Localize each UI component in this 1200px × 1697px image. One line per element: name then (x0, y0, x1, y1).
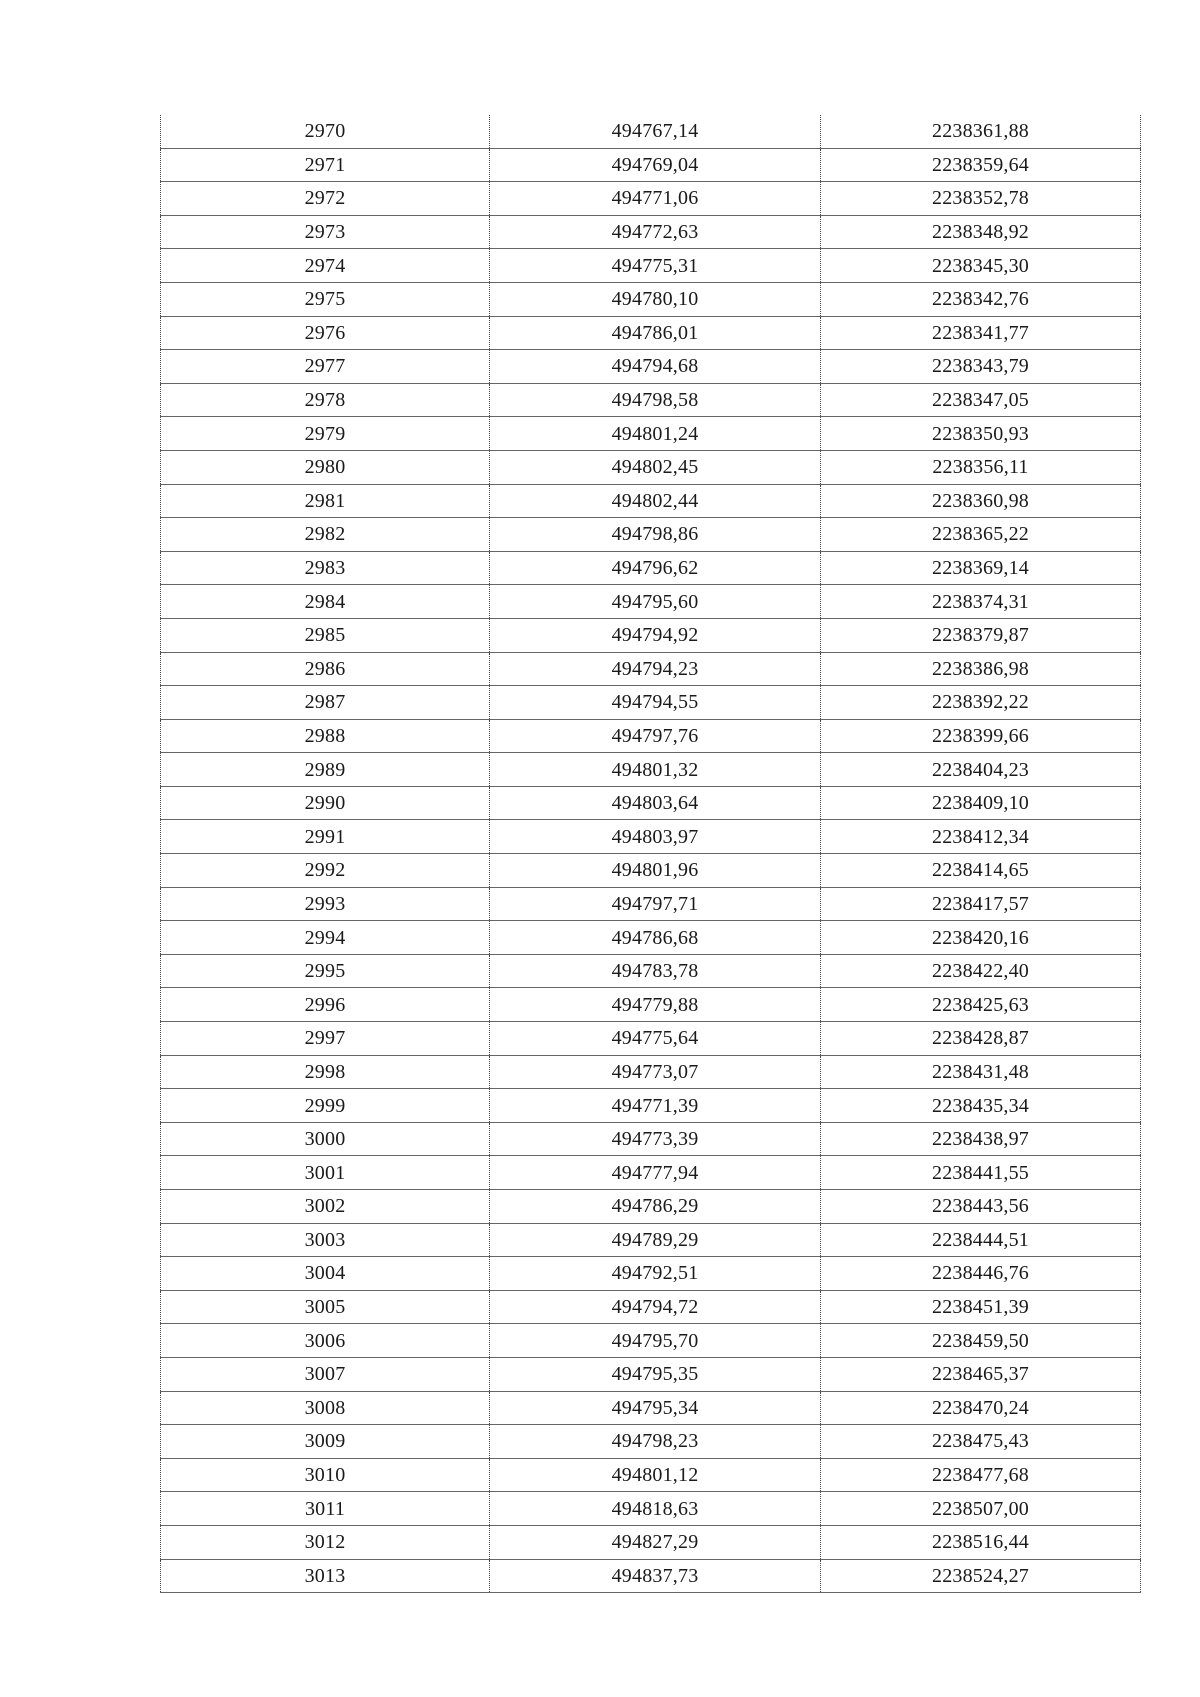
table-row (161, 1492, 1141, 1526)
coordinates-table (160, 115, 1141, 1593)
point-number-cell: 2971 (161, 148, 490, 182)
table-row (161, 350, 1141, 384)
y-coordinate-cell: 2238341,77 (821, 316, 1141, 350)
table-row (161, 1257, 1141, 1291)
point-number-cell: 2993 (161, 887, 490, 921)
y-coordinate-cell: 2238386,98 (821, 652, 1141, 686)
y-coordinate-cell: 2238516,44 (821, 1525, 1141, 1559)
x-coordinate-cell: 494795,35 (490, 1357, 821, 1391)
y-coordinate-cell: 2238409,10 (821, 786, 1141, 820)
table-row (161, 1156, 1141, 1190)
point-number-cell: 2984 (161, 585, 490, 619)
x-coordinate-cell: 494772,63 (490, 215, 821, 249)
y-coordinate-cell: 2238343,79 (821, 350, 1141, 384)
table-row (161, 215, 1141, 249)
y-coordinate-cell: 2238345,30 (821, 249, 1141, 283)
point-number-cell: 2986 (161, 652, 490, 686)
x-coordinate-cell: 494771,06 (490, 182, 821, 216)
y-coordinate-cell: 2238428,87 (821, 1022, 1141, 1056)
x-coordinate-cell: 494802,44 (490, 484, 821, 518)
x-coordinate-cell: 494779,88 (490, 988, 821, 1022)
table-row (161, 921, 1141, 955)
table-row (161, 753, 1141, 787)
y-coordinate-cell: 2238414,65 (821, 854, 1141, 888)
table-row (161, 1223, 1141, 1257)
y-coordinate-cell: 2238441,55 (821, 1156, 1141, 1190)
x-coordinate-cell: 494794,72 (490, 1290, 821, 1324)
y-coordinate-cell: 2238350,93 (821, 417, 1141, 451)
x-coordinate-cell: 494794,55 (490, 686, 821, 720)
table-row (161, 1089, 1141, 1123)
y-coordinate-cell: 2238374,31 (821, 585, 1141, 619)
x-coordinate-cell: 494771,39 (490, 1089, 821, 1123)
table-row (161, 282, 1141, 316)
point-number-cell: 2992 (161, 854, 490, 888)
table-row (161, 115, 1141, 148)
table-row (161, 954, 1141, 988)
x-coordinate-cell: 494801,12 (490, 1458, 821, 1492)
table-row (161, 1290, 1141, 1324)
table-row (161, 1022, 1141, 1056)
table-row (161, 383, 1141, 417)
table-row (161, 450, 1141, 484)
point-number-cell: 2990 (161, 786, 490, 820)
x-coordinate-cell: 494801,24 (490, 417, 821, 451)
x-coordinate-cell: 494775,31 (490, 249, 821, 283)
x-coordinate-cell: 494794,68 (490, 350, 821, 384)
y-coordinate-cell: 2238444,51 (821, 1223, 1141, 1257)
point-number-cell: 2978 (161, 383, 490, 417)
point-number-cell: 2973 (161, 215, 490, 249)
y-coordinate-cell: 2238475,43 (821, 1425, 1141, 1459)
point-number-cell: 2996 (161, 988, 490, 1022)
x-coordinate-cell: 494773,07 (490, 1055, 821, 1089)
y-coordinate-cell: 2238524,27 (821, 1559, 1141, 1593)
point-number-cell: 3011 (161, 1492, 490, 1526)
point-number-cell: 3007 (161, 1357, 490, 1391)
point-number-cell: 2970 (161, 115, 490, 148)
x-coordinate-cell: 494769,04 (490, 148, 821, 182)
x-coordinate-cell: 494803,64 (490, 786, 821, 820)
table-row (161, 249, 1141, 283)
x-coordinate-cell: 494818,63 (490, 1492, 821, 1526)
point-number-cell: 2988 (161, 719, 490, 753)
coordinates-table-body (161, 115, 1141, 1593)
point-number-cell: 3012 (161, 1525, 490, 1559)
point-number-cell: 2980 (161, 450, 490, 484)
table-row (161, 316, 1141, 350)
x-coordinate-cell: 494797,76 (490, 719, 821, 753)
y-coordinate-cell: 2238451,39 (821, 1290, 1141, 1324)
x-coordinate-cell: 494795,34 (490, 1391, 821, 1425)
x-coordinate-cell: 494786,68 (490, 921, 821, 955)
table-row (161, 719, 1141, 753)
table-row (161, 1458, 1141, 1492)
table-row (161, 1122, 1141, 1156)
point-number-cell: 3013 (161, 1559, 490, 1593)
x-coordinate-cell: 494794,92 (490, 618, 821, 652)
y-coordinate-cell: 2238431,48 (821, 1055, 1141, 1089)
y-coordinate-cell: 2238459,50 (821, 1324, 1141, 1358)
table-row (161, 1525, 1141, 1559)
point-number-cell: 2974 (161, 249, 490, 283)
point-number-cell: 2976 (161, 316, 490, 350)
y-coordinate-cell: 2238348,92 (821, 215, 1141, 249)
y-coordinate-cell: 2238470,24 (821, 1391, 1141, 1425)
y-coordinate-cell: 2238347,05 (821, 383, 1141, 417)
table-row (161, 820, 1141, 854)
x-coordinate-cell: 494773,39 (490, 1122, 821, 1156)
y-coordinate-cell: 2238399,66 (821, 719, 1141, 753)
point-number-cell: 3009 (161, 1425, 490, 1459)
x-coordinate-cell: 494786,29 (490, 1190, 821, 1224)
table-row (161, 148, 1141, 182)
table-row (161, 786, 1141, 820)
x-coordinate-cell: 494798,58 (490, 383, 821, 417)
point-number-cell: 2995 (161, 954, 490, 988)
y-coordinate-cell: 2238417,57 (821, 887, 1141, 921)
table-row (161, 585, 1141, 619)
point-number-cell: 3006 (161, 1324, 490, 1358)
y-coordinate-cell: 2238342,76 (821, 282, 1141, 316)
point-number-cell: 3001 (161, 1156, 490, 1190)
y-coordinate-cell: 2238420,16 (821, 921, 1141, 955)
point-number-cell: 3000 (161, 1122, 490, 1156)
table-row (161, 988, 1141, 1022)
point-number-cell: 2991 (161, 820, 490, 854)
table-row (161, 1425, 1141, 1459)
point-number-cell: 3010 (161, 1458, 490, 1492)
table-row (161, 652, 1141, 686)
y-coordinate-cell: 2238379,87 (821, 618, 1141, 652)
x-coordinate-cell: 494767,14 (490, 115, 821, 148)
y-coordinate-cell: 2238361,88 (821, 115, 1141, 148)
x-coordinate-cell: 494783,78 (490, 954, 821, 988)
y-coordinate-cell: 2238443,56 (821, 1190, 1141, 1224)
point-number-cell: 2979 (161, 417, 490, 451)
point-number-cell: 3004 (161, 1257, 490, 1291)
table-row (161, 551, 1141, 585)
x-coordinate-cell: 494795,60 (490, 585, 821, 619)
point-number-cell: 2985 (161, 618, 490, 652)
point-number-cell: 2989 (161, 753, 490, 787)
point-number-cell: 2982 (161, 518, 490, 552)
table-row (161, 887, 1141, 921)
x-coordinate-cell: 494792,51 (490, 1257, 821, 1291)
point-number-cell: 2975 (161, 282, 490, 316)
y-coordinate-cell: 2238359,64 (821, 148, 1141, 182)
y-coordinate-cell: 2238392,22 (821, 686, 1141, 720)
point-number-cell: 3002 (161, 1190, 490, 1224)
point-number-cell: 2999 (161, 1089, 490, 1123)
x-coordinate-cell: 494798,86 (490, 518, 821, 552)
y-coordinate-cell: 2238356,11 (821, 450, 1141, 484)
table-row (161, 1055, 1141, 1089)
y-coordinate-cell: 2238369,14 (821, 551, 1141, 585)
point-number-cell: 2987 (161, 686, 490, 720)
x-coordinate-cell: 494801,32 (490, 753, 821, 787)
x-coordinate-cell: 494794,23 (490, 652, 821, 686)
x-coordinate-cell: 494780,10 (490, 282, 821, 316)
table-row (161, 686, 1141, 720)
y-coordinate-cell: 2238435,34 (821, 1089, 1141, 1123)
x-coordinate-cell: 494795,70 (490, 1324, 821, 1358)
point-number-cell: 3005 (161, 1290, 490, 1324)
point-number-cell: 2977 (161, 350, 490, 384)
table-row (161, 1324, 1141, 1358)
table-row (161, 484, 1141, 518)
x-coordinate-cell: 494775,64 (490, 1022, 821, 1056)
table-row (161, 1190, 1141, 1224)
y-coordinate-cell: 2238404,23 (821, 753, 1141, 787)
point-number-cell: 2997 (161, 1022, 490, 1056)
y-coordinate-cell: 2238412,34 (821, 820, 1141, 854)
table-row (161, 1391, 1141, 1425)
x-coordinate-cell: 494802,45 (490, 450, 821, 484)
y-coordinate-cell: 2238425,63 (821, 988, 1141, 1022)
point-number-cell: 2972 (161, 182, 490, 216)
x-coordinate-cell: 494827,29 (490, 1525, 821, 1559)
point-number-cell: 2983 (161, 551, 490, 585)
x-coordinate-cell: 494789,29 (490, 1223, 821, 1257)
x-coordinate-cell: 494801,96 (490, 854, 821, 888)
table-row (161, 417, 1141, 451)
point-number-cell: 2981 (161, 484, 490, 518)
x-coordinate-cell: 494803,97 (490, 820, 821, 854)
y-coordinate-cell: 2238507,00 (821, 1492, 1141, 1526)
point-number-cell: 2994 (161, 921, 490, 955)
y-coordinate-cell: 2238365,22 (821, 518, 1141, 552)
table-row (161, 618, 1141, 652)
x-coordinate-cell: 494786,01 (490, 316, 821, 350)
x-coordinate-cell: 494837,73 (490, 1559, 821, 1593)
y-coordinate-cell: 2238438,97 (821, 1122, 1141, 1156)
point-number-cell: 3003 (161, 1223, 490, 1257)
x-coordinate-cell: 494798,23 (490, 1425, 821, 1459)
point-number-cell: 3008 (161, 1391, 490, 1425)
table-row (161, 518, 1141, 552)
y-coordinate-cell: 2238446,76 (821, 1257, 1141, 1291)
point-number-cell: 2998 (161, 1055, 490, 1089)
x-coordinate-cell: 494796,62 (490, 551, 821, 585)
x-coordinate-cell: 494777,94 (490, 1156, 821, 1190)
y-coordinate-cell: 2238352,78 (821, 182, 1141, 216)
y-coordinate-cell: 2238360,98 (821, 484, 1141, 518)
table-row (161, 854, 1141, 888)
table-row (161, 1357, 1141, 1391)
table-row (161, 182, 1141, 216)
y-coordinate-cell: 2238477,68 (821, 1458, 1141, 1492)
y-coordinate-cell: 2238465,37 (821, 1357, 1141, 1391)
table-row (161, 1559, 1141, 1593)
y-coordinate-cell: 2238422,40 (821, 954, 1141, 988)
x-coordinate-cell: 494797,71 (490, 887, 821, 921)
